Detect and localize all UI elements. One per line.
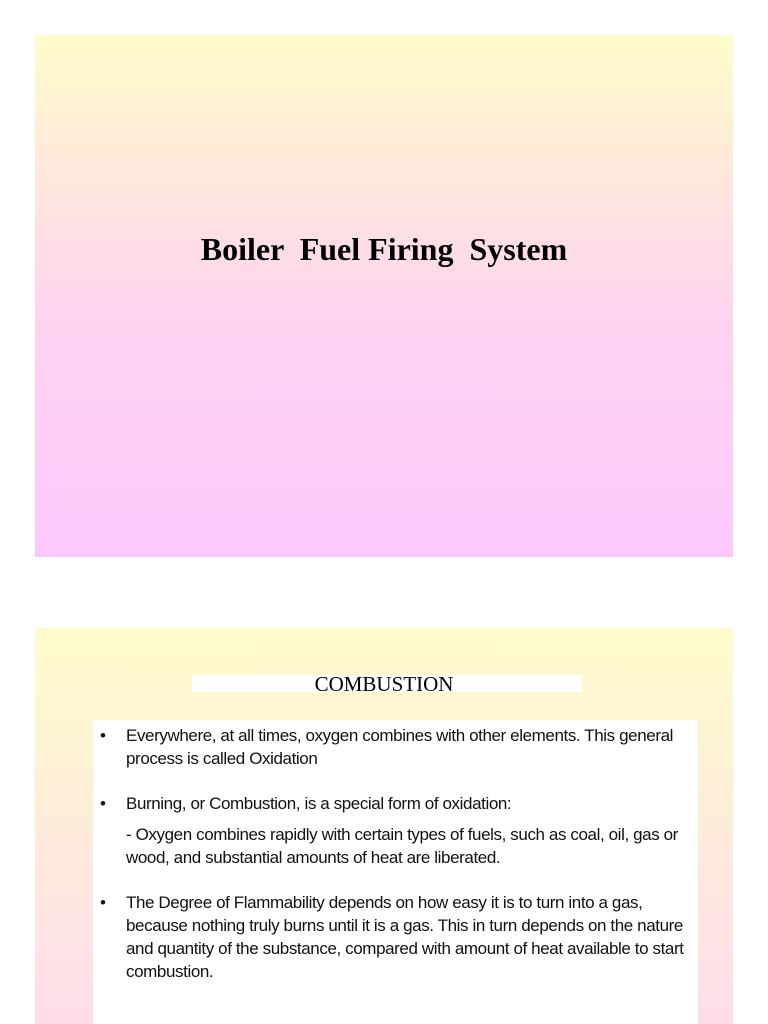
bullet-text: Everywhere, at all times, oxygen combines with other elements. This general process is called Oxidation [126, 726, 674, 768]
bullet-icon: • [100, 893, 106, 912]
slide-title: Boiler Fuel Firing System [200, 231, 568, 267]
bullet-text: The Degree of Flammability depends on how easy it is to turn into a gas, because nothing truly burns until it is a gas. This in turn depends on the nature and quantity of the substance, compared with amount of heat available to start combustion. [126, 893, 684, 981]
slide-heading: COMBUSTION [314, 672, 454, 696]
list-item [93, 891, 698, 983]
bullet-icon: • [100, 794, 106, 813]
title-slide [35, 35, 733, 557]
list-item [93, 792, 698, 869]
bullet-list [93, 724, 698, 1005]
content-box [93, 720, 698, 1024]
bullet-subtext: - Oxygen combines rapidly with certain types of fuels, such as coal, oil, gas or wood, and substantial amounts of heat are liberated. [126, 825, 678, 867]
bullet-text: Burning, or Combustion, is a special form of oxidation: [126, 794, 512, 813]
bullet-icon: • [100, 726, 106, 745]
combustion-slide [35, 628, 733, 1024]
list-item [93, 724, 698, 770]
